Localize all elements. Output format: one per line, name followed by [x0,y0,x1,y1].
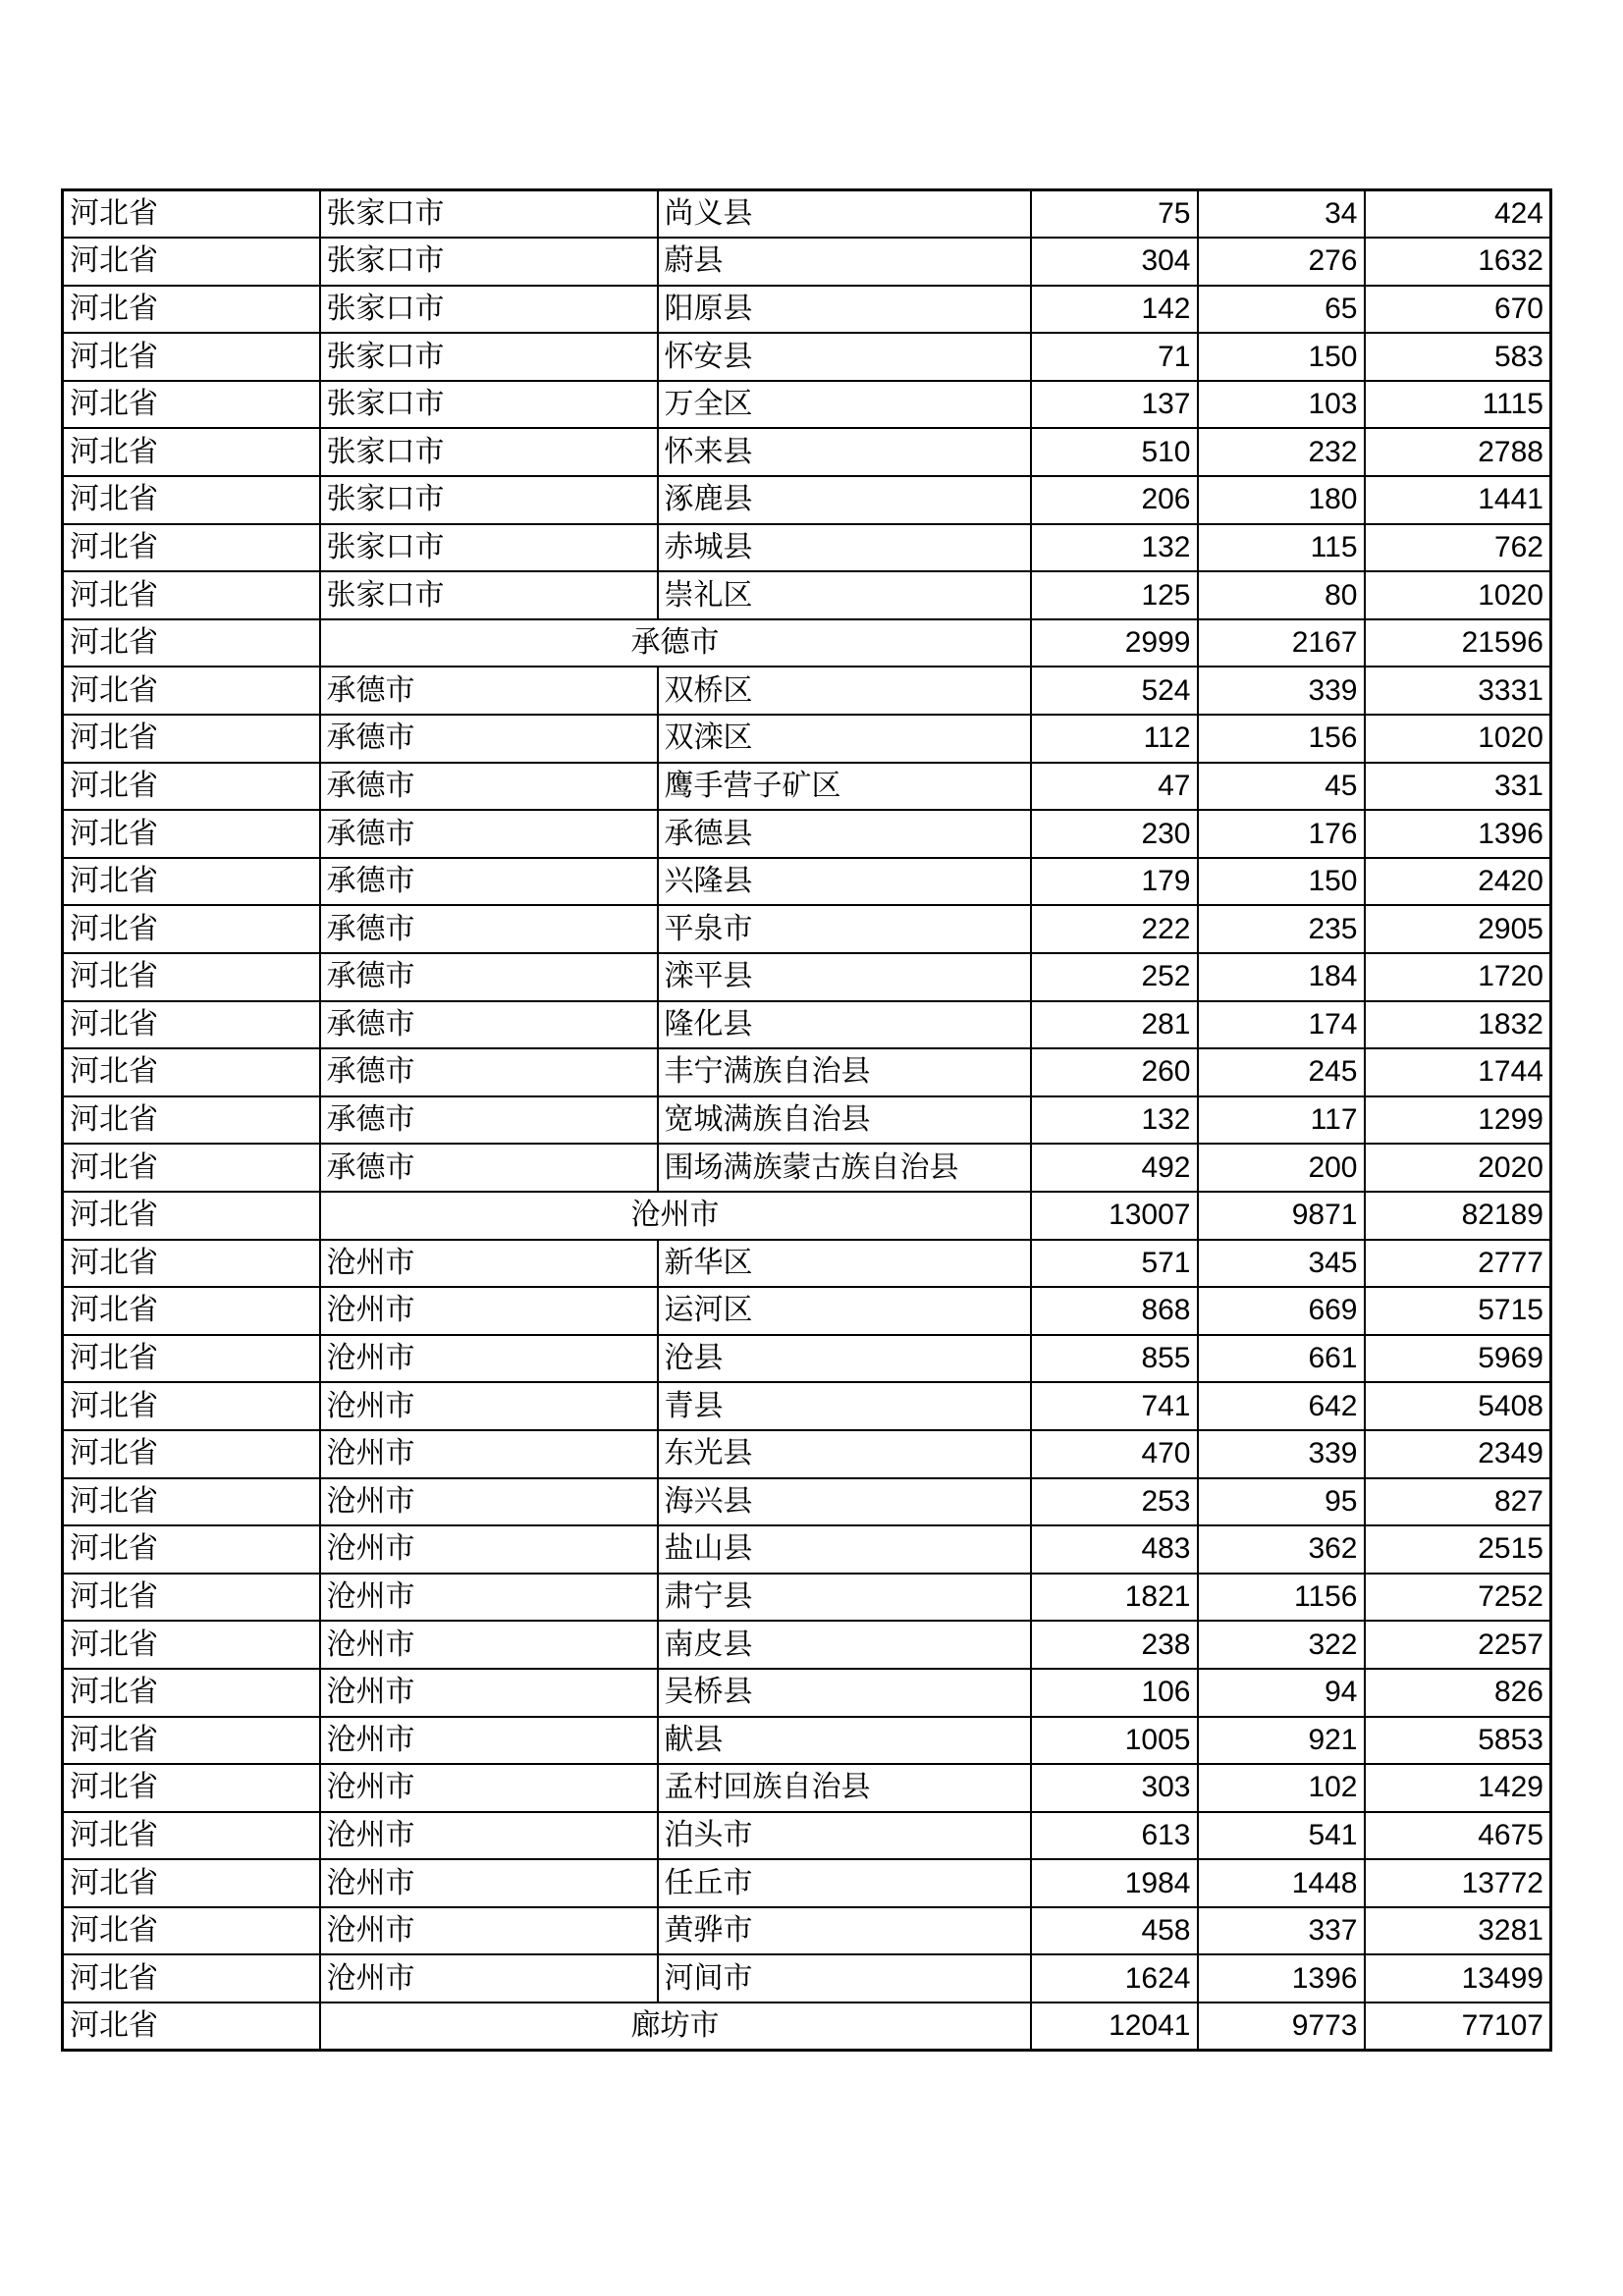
province-cell: 河北省 [63,1717,320,1765]
value-2-cell: 115 [1198,524,1365,572]
value-3-cell: 424 [1365,190,1551,239]
province-cell: 河北省 [63,1048,320,1096]
value-1-cell: 458 [1031,1907,1198,1955]
value-1-cell: 230 [1031,810,1198,858]
province-cell: 河北省 [63,1287,320,1335]
table-row [63,1859,1551,1907]
value-3-cell: 5969 [1365,1335,1551,1383]
table-row [63,1717,1551,1765]
value-3-cell: 82189 [1365,1192,1551,1240]
value-2-cell: 184 [1198,953,1365,1001]
value-2-cell: 1448 [1198,1859,1365,1907]
value-3-cell: 2905 [1365,905,1551,953]
value-2-cell: 34 [1198,190,1365,239]
province-cell: 河北省 [63,571,320,619]
county-cell: 河间市 [658,1954,1031,2002]
value-1-cell: 470 [1031,1430,1198,1478]
value-3-cell: 1744 [1365,1048,1551,1096]
value-2-cell: 45 [1198,763,1365,811]
city-cell: 沧州市 [320,1859,658,1907]
city-cell: 沧州市 [320,1382,658,1430]
county-cell: 围场满族蒙古族自治县 [658,1144,1031,1192]
county-cell: 蔚县 [658,238,1031,286]
table-row [63,1478,1551,1526]
county-cell: 泊头市 [658,1812,1031,1860]
value-2-cell: 1396 [1198,1954,1365,2002]
table-row [63,1287,1551,1335]
value-3-cell: 583 [1365,333,1551,381]
table-row [63,428,1551,476]
county-cell: 崇礼区 [658,571,1031,619]
value-2-cell: 176 [1198,810,1365,858]
value-3-cell: 5853 [1365,1717,1551,1765]
county-cell: 怀安县 [658,333,1031,381]
value-3-cell: 2257 [1365,1621,1551,1669]
value-1-cell: 142 [1031,286,1198,334]
value-2-cell: 65 [1198,286,1365,334]
value-3-cell: 1832 [1365,1001,1551,1049]
value-1-cell: 238 [1031,1621,1198,1669]
value-1-cell: 304 [1031,238,1198,286]
value-2-cell: 103 [1198,381,1365,429]
county-cell: 海兴县 [658,1478,1031,1526]
value-1-cell: 510 [1031,428,1198,476]
city-cell: 承德市 [320,810,658,858]
province-cell: 河北省 [63,1430,320,1478]
city-cell: 沧州市 [320,1954,658,2002]
city-cell: 承德市 [320,905,658,953]
value-1-cell: 281 [1031,1001,1198,1049]
city-cell: 张家口市 [320,333,658,381]
county-cell: 鹰手营子矿区 [658,763,1031,811]
value-3-cell: 5408 [1365,1382,1551,1430]
city-total-cell: 沧州市 [320,1192,1031,1240]
value-1-cell: 137 [1031,381,1198,429]
value-2-cell: 9773 [1198,2002,1365,2051]
value-3-cell: 13499 [1365,1954,1551,2002]
county-cell: 双桥区 [658,667,1031,715]
county-cell: 运河区 [658,1287,1031,1335]
value-1-cell: 571 [1031,1240,1198,1288]
table-row [63,1048,1551,1096]
table-row [63,333,1551,381]
city-cell: 承德市 [320,1096,658,1145]
table-row [63,1240,1551,1288]
table-row [63,190,1551,239]
province-cell: 河北省 [63,1382,320,1430]
province-cell: 河北省 [63,428,320,476]
value-1-cell: 1821 [1031,1574,1198,1622]
value-1-cell: 524 [1031,667,1198,715]
value-3-cell: 4675 [1365,1812,1551,1860]
value-1-cell: 132 [1031,1096,1198,1145]
value-2-cell: 94 [1198,1669,1365,1717]
value-1-cell: 112 [1031,715,1198,763]
county-cell: 青县 [658,1382,1031,1430]
province-cell: 河北省 [63,2002,320,2051]
province-cell: 河北省 [63,1335,320,1383]
value-3-cell: 13772 [1365,1859,1551,1907]
county-cell: 任丘市 [658,1859,1031,1907]
city-cell: 沧州市 [320,1717,658,1765]
table-row [63,1812,1551,1860]
city-total-cell: 承德市 [320,619,1031,667]
province-cell: 河北省 [63,858,320,906]
value-1-cell: 132 [1031,524,1198,572]
value-1-cell: 47 [1031,763,1198,811]
value-1-cell: 13007 [1031,1192,1198,1240]
table-row [63,1335,1551,1383]
city-cell: 承德市 [320,763,658,811]
value-2-cell: 156 [1198,715,1365,763]
value-2-cell: 541 [1198,1812,1365,1860]
city-cell: 沧州市 [320,1764,658,1812]
value-1-cell: 741 [1031,1382,1198,1430]
city-subtotal-row [63,619,1551,667]
value-2-cell: 245 [1198,1048,1365,1096]
city-cell: 张家口市 [320,238,658,286]
county-cell: 献县 [658,1717,1031,1765]
province-cell: 河北省 [63,715,320,763]
city-cell: 承德市 [320,858,658,906]
table-row [63,810,1551,858]
province-cell: 河北省 [63,190,320,239]
city-cell: 张家口市 [320,524,658,572]
county-cell: 兴隆县 [658,858,1031,906]
province-cell: 河北省 [63,1859,320,1907]
value-2-cell: 232 [1198,428,1365,476]
value-2-cell: 2167 [1198,619,1365,667]
value-2-cell: 102 [1198,1764,1365,1812]
value-2-cell: 345 [1198,1240,1365,1288]
table-row [63,1382,1551,1430]
county-cell: 尚义县 [658,190,1031,239]
table-row [63,858,1551,906]
value-3-cell: 2349 [1365,1430,1551,1478]
province-cell: 河北省 [63,1192,320,1240]
value-3-cell: 3281 [1365,1907,1551,1955]
value-1-cell: 125 [1031,571,1198,619]
value-3-cell: 77107 [1365,2002,1551,2051]
value-2-cell: 117 [1198,1096,1365,1145]
county-cell: 赤城县 [658,524,1031,572]
table-row [63,763,1551,811]
table-row [63,524,1551,572]
province-cell: 河北省 [63,763,320,811]
value-3-cell: 1720 [1365,953,1551,1001]
table-row [63,1621,1551,1669]
table-row [63,1525,1551,1574]
table-row [63,953,1551,1001]
city-cell: 沧州市 [320,1478,658,1526]
city-cell: 张家口市 [320,571,658,619]
value-3-cell: 2788 [1365,428,1551,476]
table-row [63,667,1551,715]
table-row [63,238,1551,286]
province-cell: 河北省 [63,1001,320,1049]
value-2-cell: 150 [1198,333,1365,381]
value-3-cell: 2020 [1365,1144,1551,1192]
city-cell: 沧州市 [320,1812,658,1860]
value-1-cell: 179 [1031,858,1198,906]
province-cell: 河北省 [63,810,320,858]
value-3-cell: 5715 [1365,1287,1551,1335]
city-cell: 承德市 [320,953,658,1001]
table-row [63,476,1551,524]
county-cell: 宽城满族自治县 [658,1096,1031,1145]
city-cell: 张家口市 [320,476,658,524]
county-cell: 涿鹿县 [658,476,1031,524]
value-2-cell: 642 [1198,1382,1365,1430]
table-body [63,190,1551,2051]
county-cell: 阳原县 [658,286,1031,334]
city-cell: 承德市 [320,1001,658,1049]
value-1-cell: 492 [1031,1144,1198,1192]
value-1-cell: 2999 [1031,619,1198,667]
province-cell: 河北省 [63,1525,320,1574]
county-cell: 万全区 [658,381,1031,429]
city-cell: 张家口市 [320,286,658,334]
city-cell: 沧州市 [320,1335,658,1383]
table-row [63,381,1551,429]
province-cell: 河北省 [63,1764,320,1812]
value-3-cell: 1441 [1365,476,1551,524]
table-row [63,1430,1551,1478]
county-cell: 承德县 [658,810,1031,858]
value-3-cell: 1020 [1365,571,1551,619]
value-1-cell: 71 [1031,333,1198,381]
value-1-cell: 260 [1031,1048,1198,1096]
province-cell: 河北省 [63,524,320,572]
value-1-cell: 483 [1031,1525,1198,1574]
province-cell: 河北省 [63,1144,320,1192]
province-cell: 河北省 [63,381,320,429]
province-cell: 河北省 [63,286,320,334]
value-3-cell: 1299 [1365,1096,1551,1145]
value-3-cell: 2515 [1365,1525,1551,1574]
city-cell: 沧州市 [320,1574,658,1622]
city-cell: 承德市 [320,1144,658,1192]
value-2-cell: 9871 [1198,1192,1365,1240]
value-3-cell: 762 [1365,524,1551,572]
value-1-cell: 12041 [1031,2002,1198,2051]
table-row [63,1574,1551,1622]
value-3-cell: 1396 [1365,810,1551,858]
county-cell: 南皮县 [658,1621,1031,1669]
city-cell: 承德市 [320,667,658,715]
county-cell: 孟村回族自治县 [658,1764,1031,1812]
value-2-cell: 95 [1198,1478,1365,1526]
province-cell: 河北省 [63,1907,320,1955]
value-2-cell: 362 [1198,1525,1365,1574]
value-3-cell: 331 [1365,763,1551,811]
data-table [61,188,1552,2052]
value-1-cell: 106 [1031,1669,1198,1717]
city-cell: 张家口市 [320,428,658,476]
value-1-cell: 855 [1031,1335,1198,1383]
county-cell: 平泉市 [658,905,1031,953]
province-cell: 河北省 [63,619,320,667]
province-cell: 河北省 [63,238,320,286]
province-cell: 河北省 [63,953,320,1001]
value-3-cell: 1632 [1365,238,1551,286]
province-cell: 河北省 [63,1096,320,1145]
value-2-cell: 235 [1198,905,1365,953]
value-3-cell: 826 [1365,1669,1551,1717]
city-cell: 张家口市 [320,381,658,429]
value-1-cell: 303 [1031,1764,1198,1812]
table-row [63,1954,1551,2002]
province-cell: 河北省 [63,1478,320,1526]
table-row [63,1669,1551,1717]
table-row [63,286,1551,334]
value-3-cell: 1115 [1365,381,1551,429]
value-2-cell: 921 [1198,1717,1365,1765]
table-row [63,571,1551,619]
value-1-cell: 75 [1031,190,1198,239]
value-1-cell: 1624 [1031,1954,1198,2002]
province-cell: 河北省 [63,905,320,953]
province-cell: 河北省 [63,1621,320,1669]
province-cell: 河北省 [63,1574,320,1622]
county-cell: 黄骅市 [658,1907,1031,1955]
value-2-cell: 80 [1198,571,1365,619]
city-cell: 沧州市 [320,1430,658,1478]
county-cell: 滦平县 [658,953,1031,1001]
table-row [63,905,1551,953]
value-2-cell: 339 [1198,667,1365,715]
value-2-cell: 337 [1198,1907,1365,1955]
table-row [63,1001,1551,1049]
county-cell: 盐山县 [658,1525,1031,1574]
value-3-cell: 1020 [1365,715,1551,763]
value-1-cell: 252 [1031,953,1198,1001]
city-cell: 承德市 [320,1048,658,1096]
county-cell: 怀来县 [658,428,1031,476]
province-cell: 河北省 [63,476,320,524]
value-2-cell: 322 [1198,1621,1365,1669]
table-row [63,1096,1551,1145]
city-cell: 沧州市 [320,1240,658,1288]
value-2-cell: 174 [1198,1001,1365,1049]
value-3-cell: 3331 [1365,667,1551,715]
province-cell: 河北省 [63,667,320,715]
province-cell: 河北省 [63,333,320,381]
value-3-cell: 7252 [1365,1574,1551,1622]
county-cell: 吴桥县 [658,1669,1031,1717]
county-cell: 肃宁县 [658,1574,1031,1622]
county-cell: 丰宁满族自治县 [658,1048,1031,1096]
value-1-cell: 222 [1031,905,1198,953]
city-cell: 沧州市 [320,1287,658,1335]
county-cell: 新华区 [658,1240,1031,1288]
table-row [63,1907,1551,1955]
city-cell: 沧州市 [320,1621,658,1669]
value-1-cell: 1005 [1031,1717,1198,1765]
province-cell: 河北省 [63,1669,320,1717]
value-2-cell: 661 [1198,1335,1365,1383]
value-2-cell: 276 [1198,238,1365,286]
city-cell: 沧州市 [320,1525,658,1574]
value-1-cell: 253 [1031,1478,1198,1526]
city-subtotal-row [63,2002,1551,2051]
value-3-cell: 670 [1365,286,1551,334]
table-row [63,1764,1551,1812]
value-3-cell: 1429 [1365,1764,1551,1812]
value-3-cell: 21596 [1365,619,1551,667]
city-cell: 沧州市 [320,1669,658,1717]
value-2-cell: 339 [1198,1430,1365,1478]
city-cell: 张家口市 [320,190,658,239]
value-2-cell: 1156 [1198,1574,1365,1622]
value-1-cell: 868 [1031,1287,1198,1335]
city-subtotal-row [63,1192,1551,1240]
table-row [63,1144,1551,1192]
province-cell: 河北省 [63,1240,320,1288]
value-2-cell: 180 [1198,476,1365,524]
county-cell: 东光县 [658,1430,1031,1478]
value-3-cell: 2777 [1365,1240,1551,1288]
value-3-cell: 2420 [1365,858,1551,906]
value-2-cell: 150 [1198,858,1365,906]
city-total-cell: 廊坊市 [320,2002,1031,2051]
city-cell: 沧州市 [320,1907,658,1955]
county-cell: 双滦区 [658,715,1031,763]
value-2-cell: 669 [1198,1287,1365,1335]
province-cell: 河北省 [63,1812,320,1860]
value-2-cell: 200 [1198,1144,1365,1192]
city-cell: 承德市 [320,715,658,763]
table-row [63,715,1551,763]
value-1-cell: 206 [1031,476,1198,524]
county-cell: 隆化县 [658,1001,1031,1049]
value-3-cell: 827 [1365,1478,1551,1526]
province-cell: 河北省 [63,1954,320,2002]
value-1-cell: 1984 [1031,1859,1198,1907]
value-1-cell: 613 [1031,1812,1198,1860]
county-cell: 沧县 [658,1335,1031,1383]
